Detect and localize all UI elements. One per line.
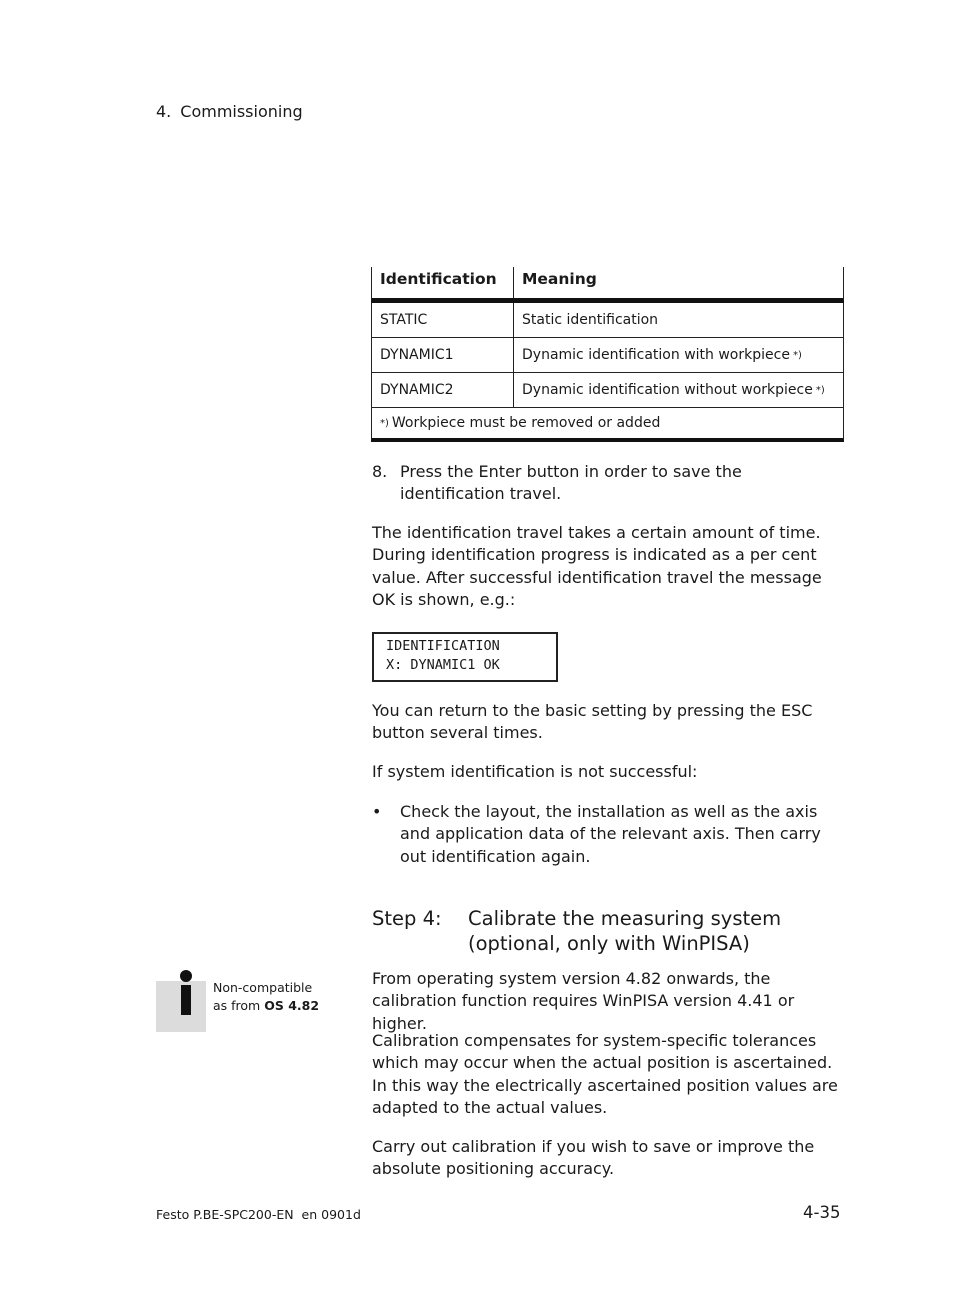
paragraph-not-successful: If system identification is not successful: [372, 762, 698, 781]
table-header-row [371, 267, 844, 303]
table-header-identification: Identification [372, 267, 514, 298]
chapter-title: Commissioning [180, 102, 303, 121]
table-cell-identification: DYNAMIC1 [372, 338, 514, 372]
calibration-line-2: In this way the electrically ascertained position values are adapted to the actual values. [372, 1075, 838, 1117]
table-row [371, 373, 844, 408]
calibration-line-1: Calibration compensates for system-specific tolerances which may occur when the actual position is ascertained. [372, 1031, 833, 1073]
display-line-1: IDENTIFICATION [386, 638, 500, 654]
table-row [371, 303, 844, 338]
paragraph-carry-out: Carry out calibration if you wish to save or improve the absolute positioning accuracy. [372, 1137, 815, 1179]
info-note-prefix: as from [213, 998, 265, 1013]
page-number: 4-35 [803, 1203, 841, 1222]
table-cell-meaning [514, 303, 843, 337]
table-cell-identification: STATIC [372, 303, 514, 337]
paragraph-identification-travel: The identification travel takes a certain amount of time. During identification progress is indicated as a per cent value. After successful identification travel the message OK is shown, e.g.: [372, 523, 822, 609]
info-note-version: OS 4.82 [264, 998, 320, 1013]
footnote-text: Workpiece must be removed or added [391, 415, 661, 431]
table-footnote [371, 408, 844, 442]
paragraph-os-version: From operating system version 4.82 onwards, the calibration function requires WinPISA version 4.41 or higher. [372, 969, 795, 1033]
step-title [468, 907, 781, 956]
bullet-text: Check the layout, the installation as well as the axis and application data of the relevant axis. Then carry out identification again. [400, 802, 821, 866]
info-icon [180, 970, 192, 982]
meaning-text: Dynamic identification with workpiece [522, 347, 790, 363]
footnote-marker: *) [792, 349, 802, 361]
step-label: Step 4: [372, 907, 442, 930]
info-note-line-2 [213, 997, 319, 1015]
footnote-marker: *) [815, 384, 825, 396]
chapter-number: 4. [156, 102, 172, 121]
step-text: Press the Enter button in order to save the identification travel. [400, 462, 742, 504]
bullet-item [372, 801, 848, 868]
identification-table [371, 267, 844, 442]
table-row [371, 338, 844, 373]
paragraph-calibration [372, 1030, 848, 1119]
table-cell-meaning [514, 338, 843, 372]
footer-document-id: Festo P.BE-SPC200-EN en 0901d [156, 1207, 361, 1222]
table-cell-identification: DYNAMIC2 [372, 373, 514, 407]
display-readout [372, 632, 558, 682]
meaning-text: Static identification [522, 312, 659, 328]
step-title-line-2: (optional, only with WinPISA) [468, 931, 750, 955]
meaning-text: Dynamic identification without workpiece [522, 382, 813, 398]
info-note-line-1: Non-compatible [213, 980, 313, 995]
step-number: 8. [372, 462, 388, 481]
paragraph-esc-return: You can return to the basic setting by pressing the ESC button several times. [372, 701, 813, 743]
info-note [213, 979, 319, 1015]
bullet-symbol: • [372, 802, 382, 821]
footnote-marker: *) [380, 417, 389, 429]
info-icon-stem [181, 985, 191, 1015]
instruction-step-8 [372, 461, 848, 506]
display-line-2: X: DYNAMIC1 OK [386, 657, 500, 673]
step-4-heading [372, 907, 781, 956]
chapter-heading [156, 102, 303, 121]
step-title-line-1: Calibrate the measuring system [468, 907, 782, 930]
table-header-meaning: Meaning [522, 270, 597, 288]
table-cell-meaning [514, 373, 843, 407]
